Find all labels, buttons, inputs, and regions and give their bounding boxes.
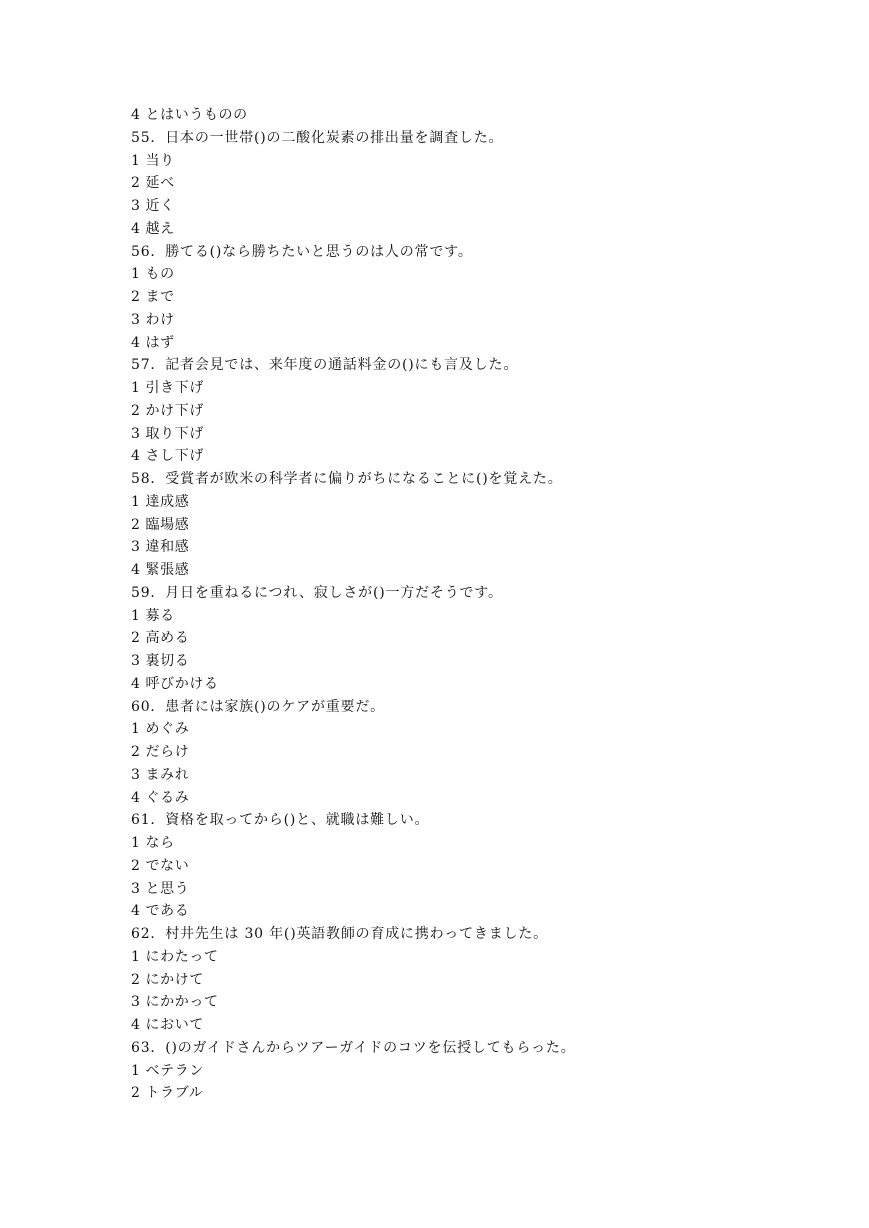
- answer-option: 2 でない: [131, 857, 190, 874]
- answer-option: 3 近く: [131, 198, 175, 214]
- answer-option: 2 高める: [131, 630, 190, 647]
- question-57: 57．記者会見では、来年度の通話料金の()にも言及した。: [131, 357, 519, 374]
- answer-option: 3 まみれ: [131, 766, 190, 783]
- answer-option: 4 ぐるみ: [131, 789, 190, 806]
- question-59: 59．月日を重ねるにつれ、寂しさが()一方だそうです。: [131, 584, 503, 601]
- answer-option: 2 臨場感: [131, 516, 190, 533]
- answer-option: 3 と思う: [131, 880, 190, 897]
- answer-option: 4 である: [131, 903, 190, 920]
- answer-option: 1 なら: [131, 835, 175, 851]
- answer-option: 2 かけ下げ: [131, 402, 204, 419]
- answer-option: 2 トラブル: [131, 1085, 204, 1102]
- question-58: 58．受賞者が欧米の科学者に偏りがちになることに()を覚えた。: [131, 471, 563, 487]
- answer-option: 2 だらけ: [131, 744, 190, 760]
- answer-option: 3 にかかって: [131, 994, 219, 1011]
- answer-option: 1 もの: [131, 266, 175, 283]
- question-55: 55．日本の一世帯()の二酸化炭素の排出量を調査した。: [131, 129, 504, 146]
- answer-option: 4 呼びかける: [131, 675, 219, 692]
- question-56: 56．勝てる()なら勝ちたいと思うのは人の常です。: [131, 243, 473, 260]
- answer-option: 2 まで: [131, 289, 175, 305]
- answer-option: 4 越え: [131, 220, 175, 237]
- answer-option: 3 取り下げ: [131, 425, 204, 442]
- answer-option: 4 はず: [131, 334, 175, 351]
- question-61: 61．資格を取ってから()と、就職は難しい。: [131, 812, 430, 829]
- answer-option: 4 緊張感: [131, 562, 190, 578]
- answer-option: 1 募る: [131, 607, 175, 624]
- question-60: 60．患者には家族()のケアが重要だ。: [131, 698, 385, 715]
- answer-option: 1 当り: [131, 152, 175, 169]
- question-63: 63．()のガイドさんからツアーガイドのコツを伝授してもらった。: [131, 1039, 576, 1056]
- answer-option: 3 違和感: [131, 539, 190, 556]
- answer-option: 2 にかけて: [131, 971, 204, 988]
- answer-option: 2 延べ: [131, 175, 175, 192]
- answer-option: 1 にわたって: [131, 948, 219, 965]
- answer-option: 4 において: [131, 1017, 204, 1033]
- answer-option: 4 とはいうものの: [131, 107, 248, 123]
- document-body: [131, 104, 831, 1105]
- answer-option: 3 裏切る: [131, 653, 190, 669]
- answer-option: 4 さし下げ: [131, 448, 204, 465]
- answer-option: 3 わけ: [131, 311, 175, 328]
- answer-option: 1 引き下げ: [131, 380, 204, 396]
- answer-option: 1 ベテラン: [131, 1062, 204, 1079]
- question-62: 62．村井先生は 30 年()英語教師の育成に携わってきました。: [131, 926, 548, 942]
- answer-option: 1 達成感: [131, 493, 190, 510]
- answer-option: 1 めぐみ: [131, 721, 190, 738]
